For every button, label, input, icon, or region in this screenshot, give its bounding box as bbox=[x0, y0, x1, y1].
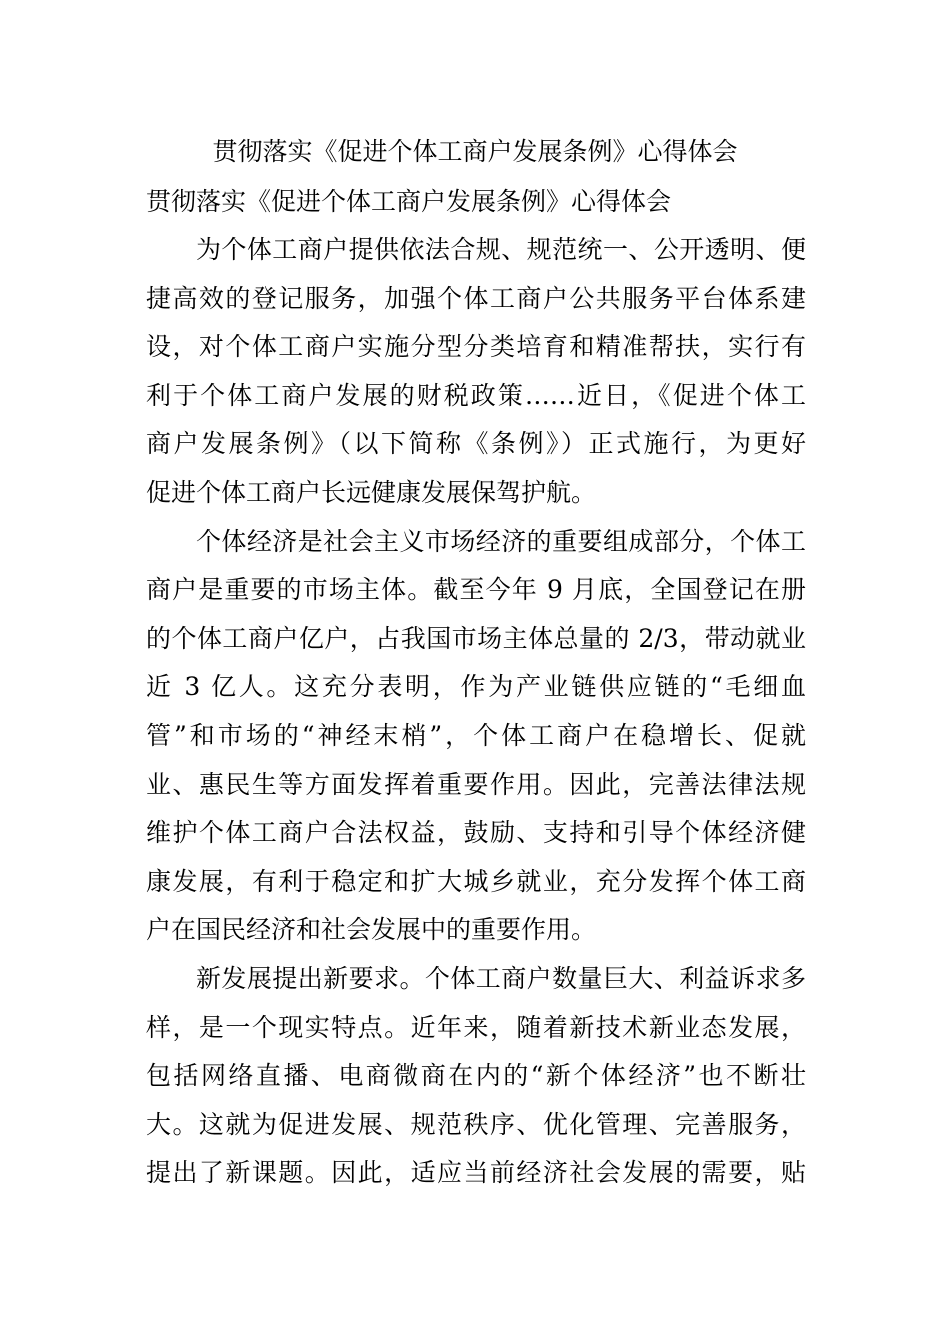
paragraph-1-line-1: 为个体工商户提供依法合规、规范统一、公开透明、便 bbox=[196, 235, 806, 264]
document-body bbox=[146, 226, 806, 1198]
document-title: 贯彻落实《促进个体工商户发展条例》心得体会 bbox=[212, 137, 738, 166]
paragraph-3-line-5: 提出了新课题。因此，适应当前经济社会发展的需要，贴 bbox=[146, 1158, 806, 1188]
paragraph-3-line-4: 大。这就为促进发展、规范秩序、优化管理、完善服务， bbox=[146, 1109, 806, 1139]
paragraph-2-line-9: 户在国民经济和社会发展中的重要作用。 bbox=[146, 915, 597, 945]
paragraph-2-line-5: 管”和市场的“神经末梢”，个体工商户在稳增长、促就 bbox=[146, 720, 806, 750]
paragraph-2-line-4: 近 3 亿人。这充分表明，作为产业链供应链的“毛细血 bbox=[146, 672, 806, 702]
paragraph-2-line-2: 商户是重要的市场主体。截至今年 9 月底，全国登记在册 bbox=[146, 575, 806, 605]
paragraph-1-line-2: 捷高效的登记服务，加强个体工商户公共服务平台体系建 bbox=[146, 283, 806, 313]
paragraph-2-line-1: 个体经济是社会主义市场经济的重要组成部分，个体工 bbox=[196, 526, 806, 556]
paragraph-2-line-3: 的个体工商户亿户，占我国市场主体总量的 2/3，带动就业 bbox=[146, 623, 806, 653]
paragraph-1-line-5: 商户发展条例》（以下简称《条例》）正式施行，为更好 bbox=[146, 429, 806, 459]
paragraph-3-line-1: 新发展提出新要求。个体工商户数量巨大、利益诉求多 bbox=[196, 963, 806, 993]
paragraph-2-line-8: 康发展，有利于稳定和扩大城乡就业，充分发挥个体工商 bbox=[146, 866, 806, 896]
paragraph-1-line-6: 促进个体工商户长远健康发展保驾护航。 bbox=[146, 477, 597, 507]
paragraph-3-line-3: 包括网络直播、电商微商在内的“新个体经济”也不断壮 bbox=[146, 1061, 806, 1091]
paragraph-1-line-4: 利于个体工商户发展的财税政策……近日，《促进个体工 bbox=[146, 380, 806, 410]
paragraph-2-line-7: 维护个体工商户合法权益，鼓励、支持和引导个体经济健 bbox=[146, 818, 806, 848]
paragraph-3-line-2: 样，是一个现实特点。近年来，随着新技术新业态发展， bbox=[146, 1012, 806, 1042]
paragraph-1-line-3: 设，对个体工商户实施分型分类培育和精准帮扶，实行有 bbox=[146, 332, 806, 362]
document-subtitle: 贯彻落实《促进个体工商户发展条例》心得体会 bbox=[146, 187, 672, 216]
paragraph-2-line-6: 业、惠民生等方面发挥着重要作用。因此，完善法律法规 bbox=[146, 769, 806, 799]
